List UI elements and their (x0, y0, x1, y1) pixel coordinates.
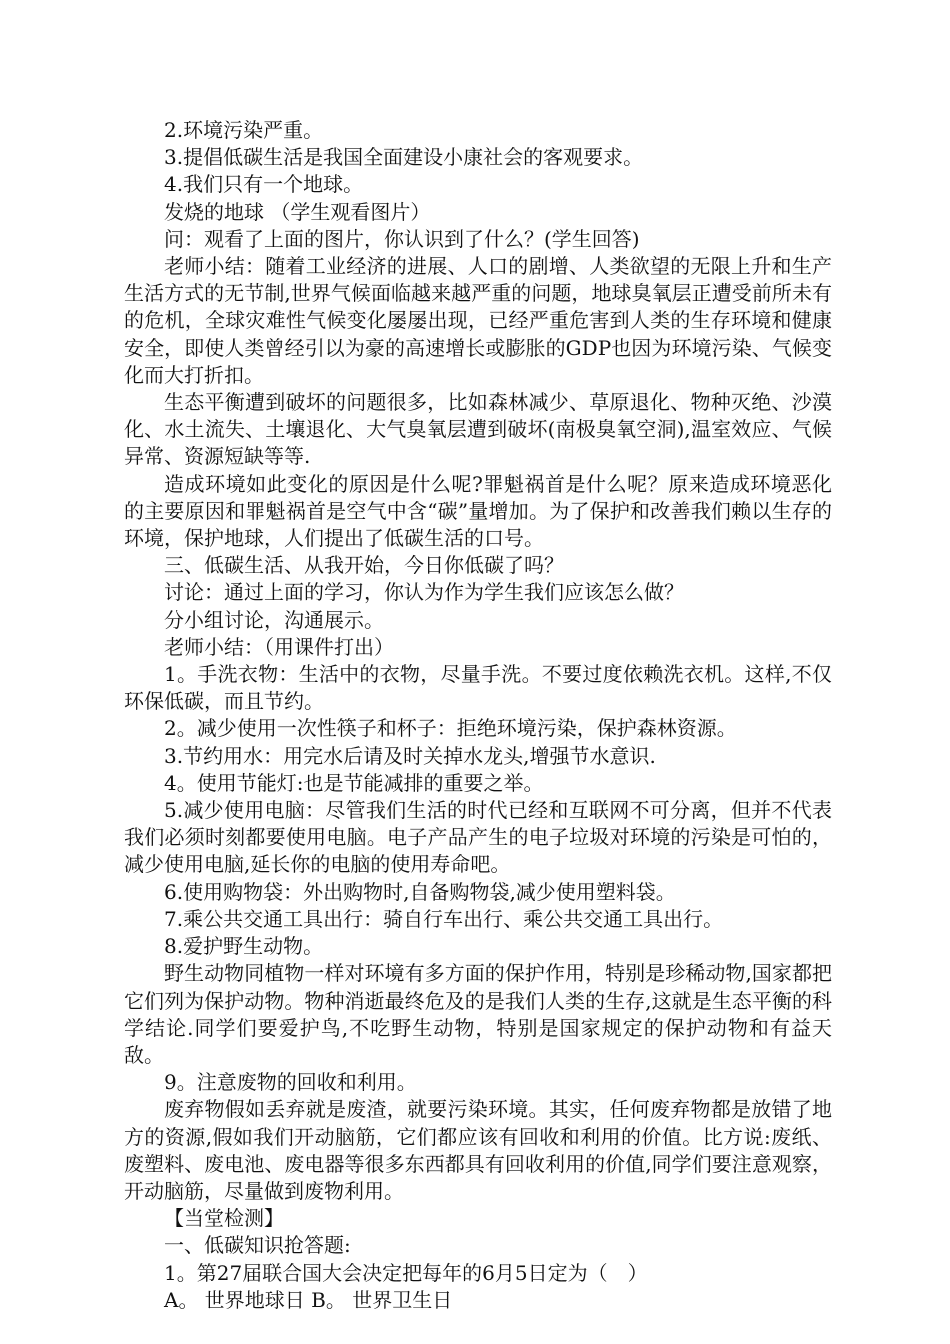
paragraph-8: 造成环境如此变化的原因是什么呢?罪魁祸首是什么呢？原来造成环境恶化的主要原因和罪魁祸首是空气中含“碳”量增加。为了保护和改善我们赖以生存的环境，保护地球，人们提出了低碳生活的口号。 (124, 471, 832, 551)
paragraph-11: 分小组讨论，沟通展示。 (164, 607, 384, 632)
paragraph-4: 发烧的地球 （学生观看图片） (164, 199, 431, 224)
paragraph-3: 4.我们只有一个地球。 (164, 172, 364, 197)
paragraph-10: 讨论：通过上面的学习，你认为作为学生我们应该怎么做？ (164, 580, 684, 605)
section-heading-test: 【当堂检测】 (164, 1206, 284, 1231)
question-1-options: A。 世界地球日 B。 世界卫生日 (164, 1287, 453, 1312)
question-1: 1。第27届联合国大会决定把每年的6月5日定为（ ） (164, 1260, 648, 1285)
question-section-title: 一、低碳知识抢答题: (164, 1233, 351, 1258)
paragraph-12: 老师小结：（用课件打出） (164, 634, 394, 659)
list-item-1: 1。手洗衣物：生活中的衣物，尽量手洗。不要过度依赖洗衣机。这样,不仅环保低碳，而且节约。 (124, 662, 832, 714)
paragraph-5: 问：观看了上面的图片，你认识到了什么？(学生回答) (164, 226, 640, 251)
list-item-6: 6.使用购物袋：外出购物时,自备购物袋,减少使用塑料袋。 (164, 879, 676, 904)
list-item-3: 3.节约用水：用完水后请及时关掉水龙头,增强节水意识. (164, 743, 656, 768)
list-item-9: 9。注意废物的回收和利用。 (164, 1070, 417, 1095)
paragraph-7: 生态平衡遭到破坏的问题很多，比如森林减少、草原退化、物种灭绝、沙漠化、水土流失、土壤退化、大气臭氧层遭到破坏(南极臭氧空洞),温室效应、气候异常、资源短缺等等. (124, 390, 832, 469)
list-item-8: 8.爱护野生动物。 (164, 934, 324, 959)
list-item-4: 4。使用节能灯:也是节能减排的重要之举。 (164, 770, 544, 795)
list-item-2: 2。减少使用一次性筷子和杯子：拒绝环境污染，保护森林资源。 (164, 716, 737, 741)
list-item-7: 7.乘公共交通工具出行：骑自行车出行、乘公共交通工具出行。 (164, 906, 724, 931)
paragraph-21: 野生动物同植物一样对环境有多方面的保护作用，特别是珍稀动物,国家都把它们列为保护动物。物种消逝最终危及的是我们人类的生存,这就是生态平衡的科学结论.同学们要爱护鸟,不吃野生动物，特别是国家规定的保护动物和有益天敌。 (124, 961, 832, 1067)
paragraph-6: 老师小结：随着工业经济的进展、人口的剧增、人类欲望的无限上升和生产生活方式的无节制,世界气候面临越来越严重的问题，地球臭氧层正遭受前所未有的危机，全球灾难性气候变化屡屡出现，已经严重危害到人类的生存环境和健康安全，即使人类曾经引以为豪的高速增长或膨胀的GDP也因为环境污染、气候变化而大打折扣。 (124, 254, 832, 387)
paragraph-2: 3.提倡低碳生活是我国全面建设小康社会的客观要求。 (164, 145, 644, 170)
paragraph-1: 2.环境污染严重。 (164, 118, 324, 142)
section-heading: 三、低碳生活、从我开始，今日你低碳了吗？ (164, 553, 564, 578)
document-body (124, 117, 832, 1314)
paragraph-23: 废弃物假如丢弃就是废渣，就要污染环境。其实，任何废弃物都是放错了地方的资源,假如我们开动脑筋，它们都应该有回收和利用的价值。比方说:废纸、废塑料、废电池、废电器等很多东西都具有回收利用的价值,同学们要注意观察，开动脑筋，尽量做到废物利用。 (124, 1097, 832, 1203)
list-item-5: 5.减少使用电脑：尽管我们生活的时代已经和互联网不可分离，但并不代表我们必须时刻都要使用电脑。电子产品产生的电子垃圾对环境的污染是可怕的，减少使用电脑,延长你的电脑的使用寿命吧。 (124, 798, 832, 877)
